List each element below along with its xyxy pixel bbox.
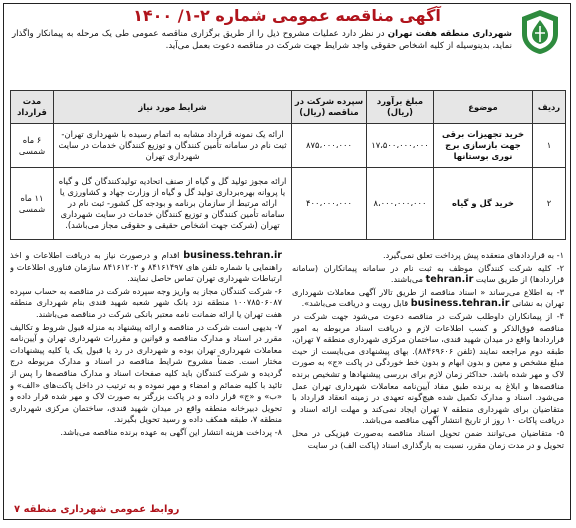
intro-text: [12, 28, 512, 52]
table-row: [11, 124, 566, 168]
col-header-requirements: شرایط مورد نیاز: [54, 91, 292, 124]
row-duration: ۶ ماه شمسی: [11, 124, 54, 168]
row-estimate: ۸،۰۰۰،۰۰۰،۰۰۰: [367, 168, 434, 240]
condition-7: ۷- بدیهی است شرکت در مناقصه و ارائه پیشنهاد به منزله قبول شروط و تکالیف مقرر در اسناد و مدارک مناقصه و قوانین و مقررات شهرداری تهران و آیین‌نامه معاملات شهرداری تهران بوده و شهرداری در رد یا قبول یک یا کلیه پیشنهادات مختار است. ضمناً مشروح شرایط مناقصه در اسناد و مدارک مربوطه درج گردیده و شرکت کنندگان باید کلیه صفحات اسناد و مدارک مناقصه‌ها را پس از تائید با کلیه ضمائم و امضاء و مهر نموده و به ترتیب در داخل پاکت‌های «الف» و «ب» و «ج» قرار داده و در پاکت بزرگتر به صورت لاک و مهر شده قرار داده و تحویل دبیرخانه منطقه واقع در میدان شهید قندی، ساختمان مرکزی شهرداری منطقه ۷، طبقه همکف داده و رسید تحویل بگیرند.: [10, 321, 282, 425]
tehran-ir-link[interactable]: tehran.ir: [425, 274, 474, 286]
tender-table: [10, 90, 566, 240]
notice-title: آگهی مناقصه عمومی شماره ۲-۱/ ۱۴۰۰: [133, 6, 441, 25]
conditions-left-column: [10, 250, 282, 490]
col-header-estimate: مبلغ برآورد (ریال): [367, 91, 434, 124]
row-requirements: ارائه یک نمونه قرارداد مشابه به اتمام رسیده با شهرداری تهران- ثبت نام در سامانه تأمین کنندگان و توزیع کنندگان خدمات در سایت شهرداری تهران: [54, 124, 292, 168]
condition-4: ۴- از پیمانکاران داوطلب شرکت در مناقصه دعوت می‌شود جهت شرکت در مناقصه فوق‌الذکر و کسب اطلاعات لازم و دریافت اسناد مربوطه به امور قراردادها واقع در میدان شهید قندی، ساختمان مرکزی شهرداری منطقه ۷ تهران، طبقه دوم مراجعه نمایند (تلفن ۸۸۴۶۹۶۰۶). بهای پیشنهادی می‌بایست از حیث مبلغ مشخص و معین و بدون ابهام و بدون خط خوردگی در پاکت «ج» به صورت لاک و مهر شده باشد. حداکثر زمان لازم برای بررسی پیشنهادها و تشخیص برنده مناقصه‌ها و ابلاغ به برنده طبق مفاد آیین‌نامه معاملات شهرداری تهران عمل می‌شود. اسناد و مدارک تکمیل شده هیچ‌گونه تعهدی در زمینه انعقاد قرارداد با متقاضیان برای شهرداری منطقه ۷ تهران ایجاد نمی‌کند و مهلت ارائه اسناد و دریافت پاکات ۱۰ روز از تاریخ انتشار آگهی مناقصه می‌باشد.: [292, 310, 564, 426]
condition-1: ۱- به قراردادهای منعقده پیش پرداخت تعلق نمی‌گیرد.: [383, 250, 564, 260]
conditions-section: [10, 250, 564, 490]
condition-5-continued: business.tehran.ir اقدام و درصورت نیاز به دریافت اطلاعات و اخذ راهنمایی با شماره تلفن های ۸۴۱۶۱۴۹۷ و ۸۴۱۶۱۲۰۲ سازمان فناوری اطلاعات و ارتباطات شهرداری تهران تماس حاصل نمایند.: [10, 250, 282, 284]
municipality-logo: [518, 8, 562, 56]
col-header-deposit: سپرده شرکت در مناقصه (ریال): [292, 91, 367, 124]
intro-body: در نظر دارد عملیات مشروح ذیل را از طریق برگزاری مناقصه عمومی طی یک مرحله به پیمانکار واگذار نماید، بدینوسیله از کلیه اشخاص حقوقی واجد شرایط جهت شرکت در مناقصه دعوت بعمل می‌آید.: [12, 29, 512, 51]
table-header-row: [11, 91, 566, 124]
intro-municipality-name: شهرداری منطقه هفت تهران: [387, 29, 513, 39]
row-index: ۲: [533, 168, 566, 240]
col-header-duration: مدت قرارداد: [11, 91, 54, 124]
row-subject: خرید گل و گیاه: [434, 168, 533, 240]
row-duration: ۱۱ ماه شمسی: [11, 168, 54, 240]
row-requirements: ارائه مجوز تولید گل و گیاه از صنف اتحادیه تولیدکنندگان گل و گیاه یا پروانه بهره‌برداری تولید گل و گیاه از وزارت جهاد و کشاورزی یا ارائه مرتبط از سازمان برنامه و بودجه کل کشور- ثبت نام در سامانه تأمین کنندگان و توزیع کنندگان خدمات در سایت شهرداری تهران (شرکت جهت اشخاص حقیقی و حقوقی مجاز می‌باشد).: [54, 168, 292, 240]
row-subject: خرید تجهیزات برقی جهت بازسازی برج نوری بوستانها: [434, 124, 533, 168]
row-deposit: ۴۰۰،۰۰۰،۰۰۰: [292, 168, 367, 240]
row-estimate: ۱۷،۵۰۰،۰۰۰،۰۰۰: [367, 124, 434, 168]
row-index: ۱: [533, 124, 566, 168]
col-header-index: ردیف: [533, 91, 566, 124]
tehran-municipality-logo-icon: [518, 8, 562, 56]
conditions-right-column: [292, 250, 564, 490]
condition-2: ۲- کلیه شرکت کنندگان موظف به ثبت نام در سامانه پیمانکاران (سامانه قراردادها) از طریق سایت tehran.ir می‌باشند.: [292, 262, 564, 286]
condition-8: ۸- پرداخت هزینه انتشار این آگهی به عهده برنده مناقصه می‌باشد.: [60, 426, 282, 437]
table-row: [11, 168, 566, 240]
public-relations-signature: روابط عمومی شهرداری منطقه ۷: [14, 504, 180, 515]
tender-notice: [3, 3, 571, 520]
business-tehran-link[interactable]: business.tehran.ir: [410, 298, 510, 310]
condition-6: ۶- شرکت کنندگان مجاز به واریز وجه سپرده شرکت در مناقصه به حساب سپرده ۱۰۰۷۸۵۰۶۰۸۷ منطقه نزد بانک شهر شعبه شهید قندی بنام شهرداری منطقه هفت تهران یا ارائه ضمانت نامه معتبر بانکی شرکت در مناقصه می‌باشند.: [10, 285, 282, 319]
condition-5: ۵- متقاضیان می‌توانند ضمن تحویل اسناد مناقصه به‌صورت فیزیکی در محل تحویل و در مدت زمان مقرر، نسبت به بارگذاری اسناد (پاکت الف) در سایت: [292, 427, 564, 450]
condition-3: ۳- به اطلاع می‌رساند « اسناد مناقصه از طریق تالار آگهی معاملات شهرداری تهران به نشانی business.tehran.ir قابل رویت و دریافت می‌باشد».: [292, 286, 564, 310]
business-tehran-link-2[interactable]: business.tehran.ir: [183, 250, 282, 261]
col-header-subject: موضوع: [434, 91, 533, 124]
row-deposit: ۸۷۵،۰۰۰،۰۰۰: [292, 124, 367, 168]
